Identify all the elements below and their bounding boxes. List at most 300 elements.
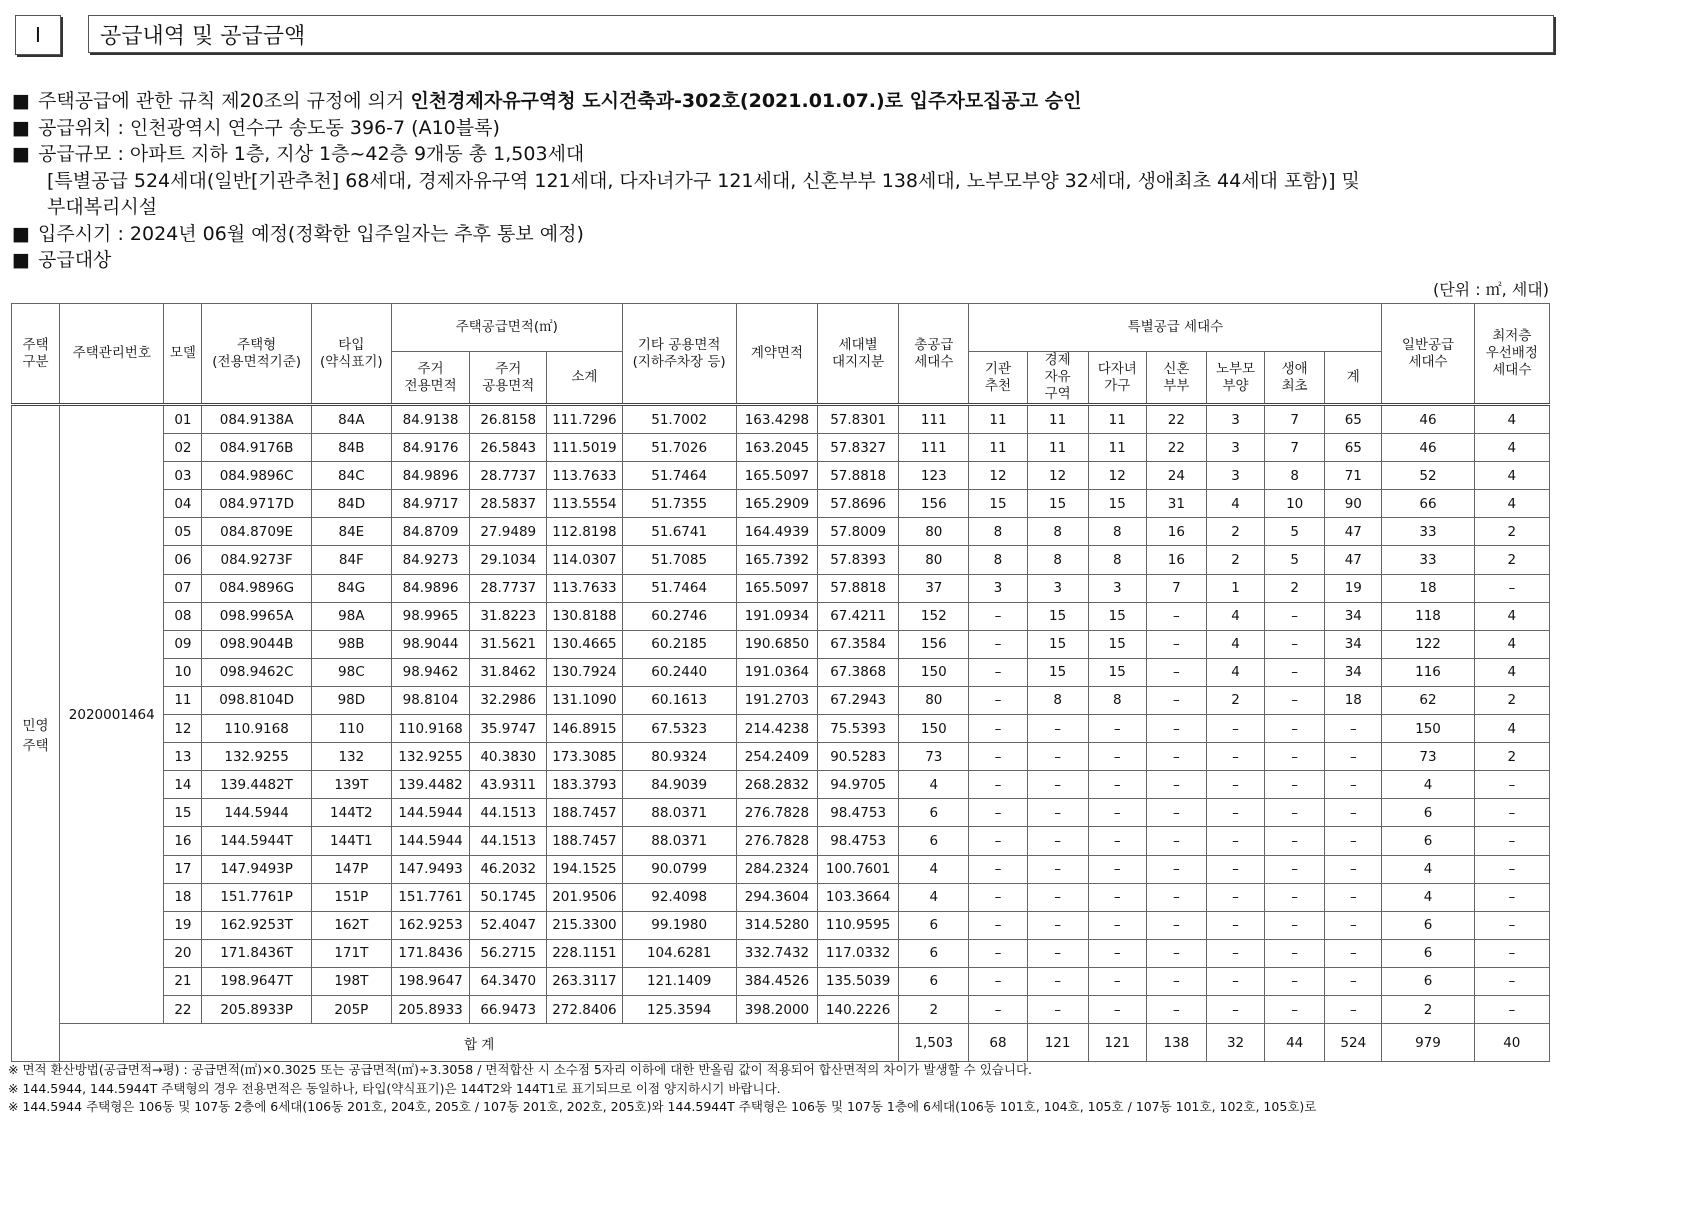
table-cell: 05 [164,518,202,546]
table-cell: 214.4238 [736,715,817,743]
table-cell: – [1027,939,1088,967]
table-cell: 90 [1325,490,1382,518]
table-cell: 263.3117 [547,967,622,995]
table-cell: 191.0934 [736,602,817,630]
table-row [12,967,1550,995]
table-cell: 123 [899,462,969,490]
table-cell: 121.1409 [622,967,736,995]
table-row [12,911,1550,939]
supply-table [11,303,1550,1062]
table-cell: 46 [1382,405,1474,434]
table-cell: 71 [1325,462,1382,490]
th-housing-kind: 주택 구분 [12,304,60,405]
table-cell: – [969,630,1027,658]
table-cell: – [1088,911,1146,939]
table-cell: 57.8327 [818,434,899,462]
table-cell: 4 [1474,405,1549,434]
table-cell: 163.2045 [736,434,817,462]
table-cell: 12 [969,462,1027,490]
table-cell: 6 [1382,799,1474,827]
section-number: I [35,23,41,47]
table-row [12,827,1550,855]
table-cell: 98.9044 [391,630,469,658]
table-cell: – [969,658,1027,686]
table-cell: – [1206,855,1264,883]
table-cell: 15 [164,799,202,827]
table-cell: 111.7296 [547,405,622,434]
table-cell: 84E [311,518,391,546]
table-cell: 7 [1146,574,1206,602]
table-cell: 34 [1325,658,1382,686]
th-mgmt-no: 주택관리번호 [60,304,164,405]
bullet-square-icon: ■ [12,116,30,139]
table-cell: 156 [899,490,969,518]
table-cell: 28.7737 [470,574,547,602]
table-cell: – [1088,883,1146,911]
table-cell: 4 [1474,602,1549,630]
table-cell: 3 [1088,574,1146,602]
table-cell: 2 [899,995,969,1023]
table-cell: 84B [311,434,391,462]
table-cell: – [1146,658,1206,686]
table-cell: 132 [311,743,391,771]
table-cell: 5 [1265,546,1325,574]
th-exclusive: 주거 전용면적 [391,352,469,405]
table-cell: 228.1151 [547,939,622,967]
table-cell: 198.9647 [391,967,469,995]
table-cell: – [1146,827,1206,855]
table-cell: 98.4753 [818,799,899,827]
table-cell: – [1325,939,1382,967]
table-cell: 084.9273F [202,546,311,574]
table-cell: 190.6850 [736,630,817,658]
table-cell: 294.3604 [736,883,817,911]
table-cell: 34 [1325,602,1382,630]
table-cell: 98.8104 [391,686,469,714]
table-cell: – [1474,939,1549,967]
table-cell: – [1206,771,1264,799]
table-cell: 28.5837 [470,490,547,518]
table-row [12,434,1550,462]
table-cell: 6 [899,827,969,855]
table-cell: 46.2032 [470,855,547,883]
table-cell: 8 [1027,518,1088,546]
table-cell: – [1088,771,1146,799]
table-cell: 332.7432 [736,939,817,967]
table-cell: 272.8406 [547,995,622,1023]
table-cell: 16 [164,827,202,855]
table-cell: – [1088,967,1146,995]
table-cell: – [969,939,1027,967]
table-cell: 80 [899,518,969,546]
table-cell: – [1474,771,1549,799]
table-cell: 80.9324 [622,743,736,771]
table-cell: – [1325,883,1382,911]
table-cell: 84.9717 [391,490,469,518]
table-cell: 17 [164,855,202,883]
approval-text: 주택공급에 관한 규칙 제20조의 규정에 의거 [38,90,411,112]
table-cell: – [1474,855,1549,883]
table-cell: 398.2000 [736,995,817,1023]
table-cell: 12 [1027,462,1088,490]
table-row [12,490,1550,518]
table-cell: – [1146,743,1206,771]
total-cell: 524 [1325,1024,1382,1062]
table-cell: 8 [969,546,1027,574]
table-cell: – [1474,995,1549,1023]
th-other-common: 기타 공용면적 (지하주차장 등) [622,304,736,405]
th-contract-area: 계약면적 [736,304,817,405]
footnote: ※ 144.5944, 144.5944T 주택형의 경우 전용면적은 동일하나, 타입(약식표기)은 144T2와 144T1로 표기되므로 이점 양지하시기 바랍니다. [8,1080,781,1096]
table-cell: 188.7457 [547,827,622,855]
table-cell: 57.8818 [818,574,899,602]
table-cell: 09 [164,630,202,658]
table-cell: 6 [899,967,969,995]
table-cell: – [1265,967,1325,995]
footnote: ※ 면적 환산방법(공급면적→평) : 공급면적(㎡)×0.3025 또는 공급면적(㎡)÷3.3058 / 면적합산 시 소수점 5자리 이하에 대한 반올림 값이 적용되어 합산면적의 차이가 발생할 수 있습니다. [8,1062,1032,1077]
th-total-supply: 총공급 세대수 [899,304,969,405]
table-cell: 2 [1206,686,1264,714]
table-cell: 11 [1027,434,1088,462]
th-sp-multi: 다자녀 가구 [1088,352,1146,405]
bullet-scale-detail2 [12,194,1572,221]
scale-detail-text: [특별공급 524세대(일반[기관추천] 68세대, 경제자유구역 121세대, 다자녀가구 121세대, 신혼부부 138세대, 노부모부양 32세대, 생애최초 44세대 포함)] 및 [47,169,1360,192]
table-cell: – [1146,855,1206,883]
table-cell: 098.9462C [202,658,311,686]
table-cell: 15 [1088,490,1146,518]
table-cell: 164.4939 [736,518,817,546]
table-cell: – [1146,686,1206,714]
section-title: 공급내역 및 공급금액 [100,23,306,49]
bullet-approval [12,88,1572,115]
table-cell: 15 [969,490,1027,518]
table-cell: 110.9595 [818,911,899,939]
bullet-square-icon: ■ [12,90,30,112]
table-cell: – [969,883,1027,911]
table-cell: 11 [1088,405,1146,434]
table-cell: 113.5554 [547,490,622,518]
table-cell: 6 [1382,967,1474,995]
table-cell: 11 [969,405,1027,434]
table-cell: 8 [1027,546,1088,574]
table-cell: 60.1613 [622,686,736,714]
table-cell: 84G [311,574,391,602]
table-cell: 135.5039 [818,967,899,995]
table-cell: 2 [1265,574,1325,602]
table-cell: 151P [311,883,391,911]
table-cell: 84.9039 [622,771,736,799]
table-cell: 205.8933P [202,995,311,1023]
table-row [12,715,1550,743]
table-cell: 21 [164,967,202,995]
table-cell: 162.9253T [202,911,311,939]
table-cell: 144.5944 [391,799,469,827]
table-cell: 84D [311,490,391,518]
table-cell: 98B [311,630,391,658]
table-cell: – [1206,911,1264,939]
table-cell: 150 [1382,715,1474,743]
table-cell: 6 [1382,827,1474,855]
table-cell: 98.9462 [391,658,469,686]
table-cell: 103.3664 [818,883,899,911]
table-cell: – [1265,771,1325,799]
table-cell: 98.4753 [818,827,899,855]
table-cell: 65 [1325,405,1382,434]
table-cell: – [1206,939,1264,967]
table-cell: 276.7828 [736,799,817,827]
table-cell: 144.5944 [391,827,469,855]
table-cell: – [1206,743,1264,771]
table-cell: – [1146,630,1206,658]
table-cell: 084.9176B [202,434,311,462]
table-cell: 4 [1382,855,1474,883]
table-cell: 111.5019 [547,434,622,462]
table-cell: 2 [1474,546,1549,574]
table-cell: 8 [1027,686,1088,714]
table-cell: 84.8709 [391,518,469,546]
table-cell: – [1325,995,1382,1023]
table-cell: 33 [1382,546,1474,574]
table-cell: 2 [1474,518,1549,546]
table-cell: 46 [1382,434,1474,462]
table-cell: 6 [1382,939,1474,967]
table-cell: 15 [1027,602,1088,630]
table-row [12,602,1550,630]
table-cell: 31.8223 [470,602,547,630]
table-cell: 3 [1027,574,1088,602]
table-cell: – [1146,883,1206,911]
table-cell: 84.9896 [391,462,469,490]
table-row [12,743,1550,771]
th-house-type: 주택형 (전용면적기준) [202,304,311,405]
table-cell: – [1474,574,1549,602]
table-cell: 139.4482 [391,771,469,799]
table-cell: – [1146,967,1206,995]
table-cell: 165.7392 [736,546,817,574]
table-cell: – [969,715,1027,743]
th-land-share: 세대별 대지지분 [818,304,899,405]
table-cell: 11 [1088,434,1146,462]
table-cell: – [969,743,1027,771]
table-cell: 4 [1474,434,1549,462]
table-cell: 171.8436T [202,939,311,967]
table-cell: 10 [1265,490,1325,518]
table-cell: 84A [311,405,391,434]
table-row [12,771,1550,799]
table-cell: 10 [164,658,202,686]
table-cell: 15 [1088,658,1146,686]
table-cell: 205P [311,995,391,1023]
table-cell: 57.8696 [818,490,899,518]
table-cell: 47 [1325,546,1382,574]
table-cell: 139T [311,771,391,799]
table-cell: – [1027,715,1088,743]
table-cell: 150 [899,715,969,743]
table-cell: 88.0371 [622,827,736,855]
th-sp-inst: 기관 추천 [969,352,1027,405]
table-row [12,546,1550,574]
total-cell: 1,503 [899,1024,969,1062]
table-cell: – [1206,883,1264,911]
table-cell: 51.7464 [622,462,736,490]
table-cell: – [1088,799,1146,827]
table-cell: 4 [1474,658,1549,686]
table-cell: 132.9255 [202,743,311,771]
table-cell: 104.6281 [622,939,736,967]
th-sp-elder: 노부모 부양 [1206,352,1264,405]
table-cell: – [1325,715,1382,743]
table-cell: 112.8198 [547,518,622,546]
total-cell: 40 [1474,1024,1549,1062]
table-cell: – [1325,911,1382,939]
mgmt-number-cell: 2020001464 [60,405,164,1024]
table-cell: 24 [1146,462,1206,490]
table-cell: – [1265,799,1325,827]
table-cell: 8 [1088,518,1146,546]
table-cell: 16 [1146,518,1206,546]
table-cell: 51.7464 [622,574,736,602]
table-cell: 1 [1206,574,1264,602]
table-cell: 04 [164,490,202,518]
table-cell: 98.9965 [391,602,469,630]
table-cell: 144.5944 [202,799,311,827]
total-cell: 121 [1027,1024,1088,1062]
bullet-move-in [12,221,1572,248]
table-cell: 4 [1206,658,1264,686]
table-cell: 165.5097 [736,462,817,490]
table-cell: 51.7002 [622,405,736,434]
table-cell: 12 [1088,462,1146,490]
table-cell: 114.0307 [547,546,622,574]
table-cell: – [969,911,1027,939]
table-cell: – [1474,883,1549,911]
table-cell: 34 [1325,630,1382,658]
table-cell: – [969,799,1027,827]
table-cell: – [1027,911,1088,939]
table-cell: – [1265,883,1325,911]
table-cell: – [1146,799,1206,827]
table-cell: 171T [311,939,391,967]
table-cell: – [1206,799,1264,827]
unit-note: (단위 : ㎡, 세대) [1432,280,1549,299]
table-cell: 19 [164,911,202,939]
bullet-square-icon: ■ [12,143,30,165]
table-row [12,630,1550,658]
table-cell: 183.3793 [547,771,622,799]
table-cell: – [1325,855,1382,883]
th-special: 특별공급 세대수 [969,304,1382,352]
table-cell: 2 [1474,743,1549,771]
table-cell: 15 [1027,490,1088,518]
table-cell: 7 [1265,434,1325,462]
table-cell: 150 [899,658,969,686]
location-text: 공급위치 : 인천광역시 연수구 송도동 396-7 (A10블록) [38,116,500,139]
table-cell: 384.4526 [736,967,817,995]
table-cell: 15 [1088,630,1146,658]
table-cell: – [969,855,1027,883]
bullet-scale-detail [12,168,1572,195]
table-cell: 4 [1206,630,1264,658]
table-cell: 44.1513 [470,799,547,827]
total-cell: 138 [1146,1024,1206,1062]
table-cell: 26.5843 [470,434,547,462]
table-cell: 2 [1382,995,1474,1023]
table-cell: 22 [1146,434,1206,462]
table-cell: 171.8436 [391,939,469,967]
table-row [12,939,1550,967]
table-cell: 20 [164,939,202,967]
table-cell: 56.2715 [470,939,547,967]
bullet-target [12,247,1572,274]
table-cell: 43.9311 [470,771,547,799]
table-cell: 66.9473 [470,995,547,1023]
table-cell: 60.2746 [622,602,736,630]
table-cell: – [1027,855,1088,883]
section-number-box [15,15,61,55]
table-cell: 84.9273 [391,546,469,574]
table-cell: 28.7737 [470,462,547,490]
approval-highlight: 인천경제자유구역청 도시건축과-302호(2021.01.07.)로 입주자모집공고 승인 [410,90,1082,112]
table-cell: 3 [969,574,1027,602]
table-cell: 6 [1382,911,1474,939]
table-cell: – [1265,855,1325,883]
table-cell: 147.9493 [391,855,469,883]
table-cell: 03 [164,462,202,490]
table-cell: 84.9176 [391,434,469,462]
total-label: 합 계 [60,1024,899,1062]
table-cell: 130.8188 [547,602,622,630]
table-cell: 198.9647T [202,967,311,995]
table-cell: 57.8393 [818,546,899,574]
table-cell: 11 [969,434,1027,462]
table-cell: 140.2226 [818,995,899,1023]
table-cell: 11 [164,686,202,714]
table-cell: 162.9253 [391,911,469,939]
table-cell: 6 [899,799,969,827]
table-cell: 06 [164,546,202,574]
table-cell: – [1325,827,1382,855]
table-cell: 254.2409 [736,743,817,771]
table-cell: 268.2832 [736,771,817,799]
table-cell: – [1265,995,1325,1023]
table-cell: 156 [899,630,969,658]
table-cell: 084.9896G [202,574,311,602]
table-cell: 132.9255 [391,743,469,771]
table-row [12,799,1550,827]
total-row [12,1024,1550,1062]
table-cell: 13 [164,743,202,771]
table-cell: 12 [164,715,202,743]
table-cell: – [969,771,1027,799]
table-row [12,686,1550,714]
overview-bullets [12,88,1572,274]
table-cell: 2 [1206,518,1264,546]
bullet-location [12,115,1572,142]
table-cell: 125.3594 [622,995,736,1023]
table-cell: 4 [1382,883,1474,911]
table-cell: 5 [1265,518,1325,546]
table-cell: 32.2986 [470,686,547,714]
table-cell: 29.1034 [470,546,547,574]
table-cell: 11 [1027,405,1088,434]
table-cell: 147P [311,855,391,883]
table-cell: 80 [899,686,969,714]
table-cell: 110.9168 [202,715,311,743]
bullet-square-icon: ■ [12,249,30,271]
table-cell: 73 [1382,743,1474,771]
table-cell: 80 [899,546,969,574]
table-cell: 92.4098 [622,883,736,911]
